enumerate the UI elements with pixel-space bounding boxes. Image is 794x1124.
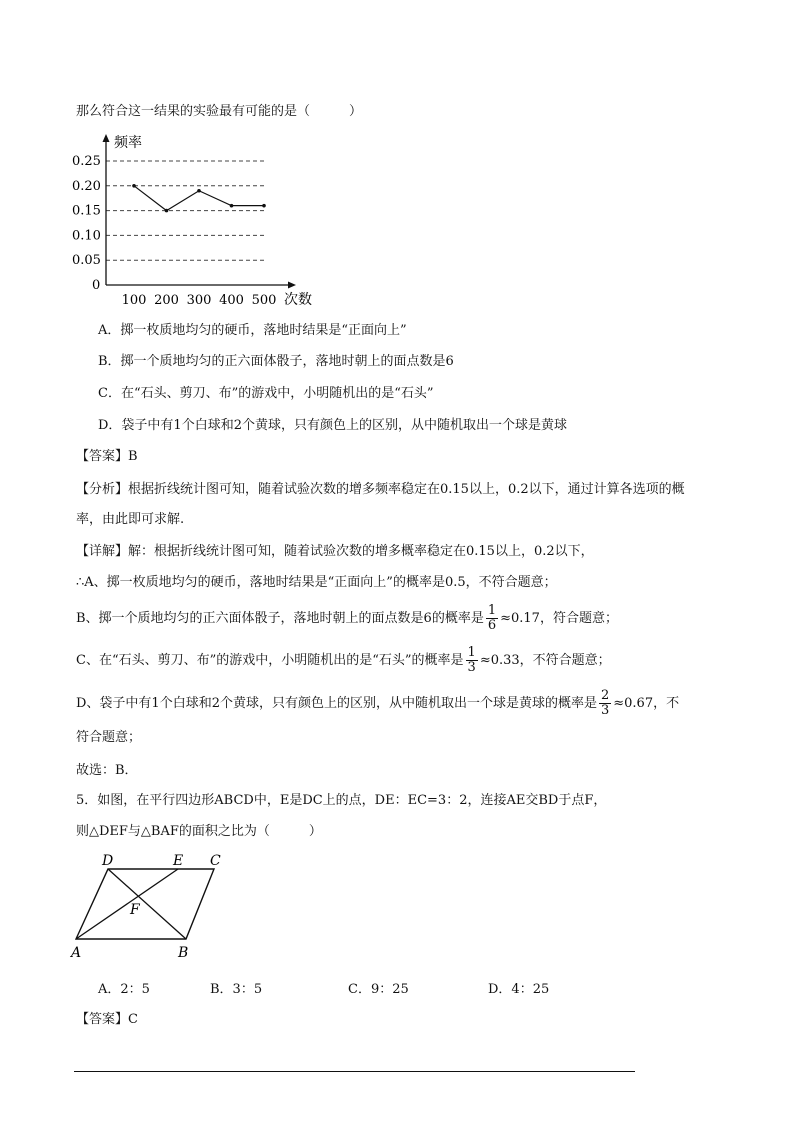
label-e: E <box>173 853 184 869</box>
frequency-line-chart <box>68 132 312 308</box>
label-f: F <box>130 902 140 918</box>
q5-option-b: B．3：5 <box>210 982 263 997</box>
detail-line-1: 【详解】解：根据折线统计图可知，随着试验次数的增多概率稳定在0.15以上，0.2以下， <box>76 544 594 559</box>
detail-c-result: ≈0.33，不符合题意； <box>479 653 611 668</box>
question-intro: 那么符合这一结果的实验最有可能的是（ ） <box>76 104 363 119</box>
option-d: D．袋子中有1个白球和2个黄球，只有颜色上的区别，从中随机取出一个球是黄球 <box>98 418 567 433</box>
detail-c <box>76 646 611 675</box>
x-axis-arrow <box>288 282 296 289</box>
detail-c-text: C、在“石头、剪刀、布”的游戏中，小明随机出的是“石头”的概率是 <box>76 653 464 668</box>
detail-d-text: D、袋子中有1个白球和2个黄球，只有颜色上的区别，从中随机取出一个球是黄球的概率是 <box>76 696 597 711</box>
q5-option-d: D．4：25 <box>488 982 550 997</box>
analysis-line-2: 率，由此即可求解. <box>76 512 185 527</box>
x-tick-label: 200 <box>154 293 179 308</box>
detail-d-continued: 符合题意； <box>76 730 142 745</box>
y-axis-arrow <box>103 134 110 142</box>
y-tick-label: 0.15 <box>72 203 101 219</box>
detail-a: ∴A、掷一枚质地均匀的硬币，落地时结果是“正面向上”的概率是0.5，不符合题意； <box>76 575 557 590</box>
q5-option-c: C．9：25 <box>348 982 409 997</box>
x-tick-label: 500 <box>251 293 277 308</box>
option-a: A．掷一枚质地均匀的硬币，落地时结果是“正面向上” <box>98 323 407 338</box>
segment-bd <box>108 869 186 939</box>
option-c: C．在“石头、剪刀、布”的游戏中，小明随机出的是“石头” <box>98 386 434 401</box>
x-tick-label: 100 <box>121 293 147 308</box>
fraction-numerator: 1 <box>487 603 497 618</box>
answer-4: 【答案】B <box>76 449 138 464</box>
origin-label: 0 <box>92 278 101 293</box>
fraction-one-third <box>466 646 478 675</box>
data-point <box>165 209 169 213</box>
parallelogram-figure <box>68 850 238 965</box>
detail-d-result: ≈0.67，不 <box>613 696 680 711</box>
label-b: B <box>178 945 189 961</box>
fraction-one-sixth <box>486 604 498 633</box>
detail-b-text: B、掷一个质地均匀的正六面体骰子，落地时朝上的面点数是6的概率是 <box>76 611 484 626</box>
fraction-denominator: 3 <box>600 703 610 718</box>
label-d: D <box>102 853 114 869</box>
detail-b <box>76 604 618 633</box>
data-point <box>262 204 266 208</box>
choose-answer: 故选：B． <box>76 763 138 778</box>
option-b: B．掷一个质地均匀的正六面体骰子，落地时朝上的面点数是6 <box>98 354 454 369</box>
parallelogram-abcd <box>76 869 214 939</box>
question-5-line-2: 则△DEF与△BAF的面积之比为（ ） <box>76 824 322 839</box>
fraction-denominator: 3 <box>467 660 476 675</box>
x-axis-label: 次数 <box>284 292 312 308</box>
question-5-line-1: 5．如图，在平行四边形ABCD中，E是DC上的点，DE：EC=3：2，连接AE交BD于点F， <box>76 793 607 808</box>
fraction-numerator: 2 <box>600 688 610 703</box>
detail-d <box>76 689 679 718</box>
q5-option-a: A．2：5 <box>98 982 150 997</box>
x-tick-label: 400 <box>219 293 244 308</box>
answer-5: 【答案】C <box>76 1012 138 1027</box>
fraction-numerator: 1 <box>467 645 476 660</box>
analysis-line-1: 【分析】根据折线统计图可知，随着试验次数的增多频率稳定在0.15以上，0.2以下，通过计算各选项的概 <box>76 482 685 497</box>
data-point <box>197 189 201 193</box>
y-axis-label: 频率 <box>114 135 142 151</box>
fraction-denominator: 6 <box>487 618 497 633</box>
detail-b-result: ≈0.17，符合题意； <box>500 611 618 626</box>
label-c: C <box>210 853 221 869</box>
fraction-two-thirds <box>599 689 611 718</box>
label-a: A <box>71 945 82 961</box>
y-tick-label: 0.05 <box>72 253 101 269</box>
data-point <box>132 184 136 188</box>
x-tick-label: 300 <box>186 293 212 308</box>
y-tick-label: 0.10 <box>72 228 101 244</box>
y-tick-label: 0.20 <box>72 178 101 194</box>
footer-divider <box>74 1071 635 1072</box>
y-tick-label: 0.25 <box>72 154 101 169</box>
data-point <box>230 204 234 208</box>
